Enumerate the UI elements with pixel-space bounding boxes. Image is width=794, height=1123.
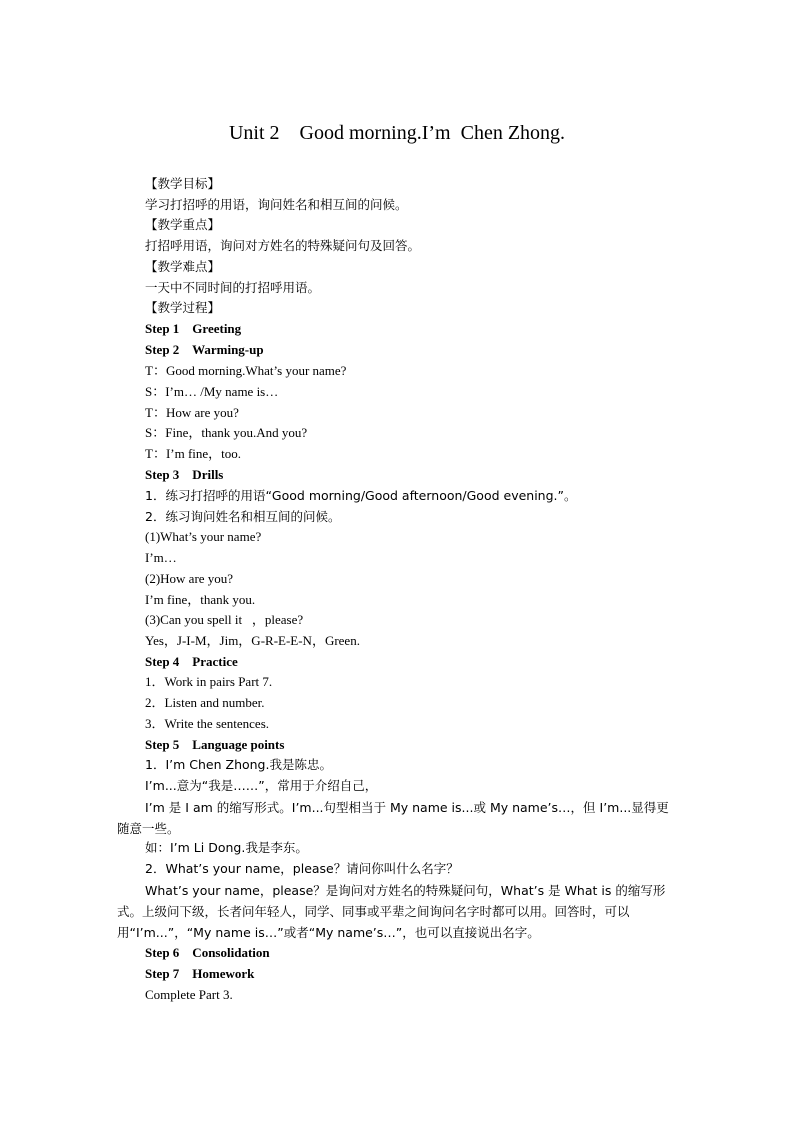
language-point-1-explanation: I’m 是 I am 的缩写形式。I’m...句型相当于 My name is...或 My name’s…，但 I’m...显得更随意一些。 <box>117 800 669 836</box>
homework-text: Complete Part 3. <box>145 987 233 1002</box>
language-point-2-explanation: What’s your name，please？是询问对方姓名的特殊疑问句，What’s 是 What is 的缩写形式。上级问下级，长者问年轻人，同学、同事或平辈之间询问名字时都可以用。回答时，可以用“I’m...”，“My name is…”或者“My name’s…”，也可以直接说出名字。 <box>117 883 666 940</box>
focus-heading: 【教学重点】 <box>145 217 221 232</box>
drill-1: 1．练习打招呼的用语“Good morning/Good afternoon/Good evening.”。 <box>145 488 577 503</box>
focus-text: 打招呼用语，询问对方姓名的特殊疑问句及回答。 <box>145 238 421 253</box>
difficulty-text: 一天中不同时间的打招呼用语。 <box>145 280 321 295</box>
drill-item: I’m… <box>145 550 177 565</box>
process-heading: 【教学过程】 <box>145 300 221 315</box>
page-title: Unit 2 Good morning.I’m Chen Zhong. <box>228 122 566 144</box>
practice-item: 1．Work in pairs Part 7. <box>145 674 273 689</box>
drill-2: 2．练习询问姓名和相互间的问候。 <box>145 509 341 524</box>
dialog-line: T：I’m fine，too. <box>145 446 242 461</box>
goal-text: 学习打招呼的用语，询问姓名和相互间的问候。 <box>145 197 408 212</box>
step-6-heading: Step 6 Consolidation <box>145 945 270 960</box>
dialog-line: S：Fine，thank you.And you? <box>145 425 308 440</box>
step-7-heading: Step 7 Homework <box>145 966 255 981</box>
language-point-1-meaning: I’m...意为“我是……”，常用于介绍自己， <box>145 778 378 793</box>
step-1-heading: Step 1 Greeting <box>145 321 242 336</box>
drill-item: Yes，J-I-M，Jim，G-R-E-E-N，Green. <box>145 633 360 648</box>
goal-heading: 【教学目标】 <box>145 176 221 191</box>
difficulty-heading: 【教学难点】 <box>145 259 221 274</box>
dialog-line: T：How are you? <box>145 405 239 420</box>
practice-item: 3．Write the sentences. <box>145 716 270 731</box>
step-2-heading: Step 2 Warming-up <box>145 342 264 357</box>
drill-item: I’m fine，thank you. <box>145 592 256 607</box>
practice-item: 2．Listen and number. <box>145 695 265 710</box>
step-4-heading: Step 4 Practice <box>145 654 238 669</box>
language-point-1: 1．I’m Chen Zhong.我是陈忠。 <box>145 757 332 772</box>
dialog-line: T：Good morning.What’s your name? <box>145 363 347 378</box>
drill-item: (3)Can you spell it ，please? <box>145 612 304 627</box>
step-3-heading: Step 3 Drills <box>145 467 224 482</box>
language-point-1-example: 如：I’m Li Dong.我是李东。 <box>145 840 308 855</box>
language-point-2: 2．What’s your name，please？请问你叫什么名字？ <box>145 861 459 876</box>
step-5-heading: Step 5 Language points <box>145 737 285 752</box>
drill-item: (1)What’s your name? <box>145 529 262 544</box>
drill-item: (2)How are you? <box>145 571 234 586</box>
dialog-line: S：I’m… /My name is… <box>145 384 279 399</box>
